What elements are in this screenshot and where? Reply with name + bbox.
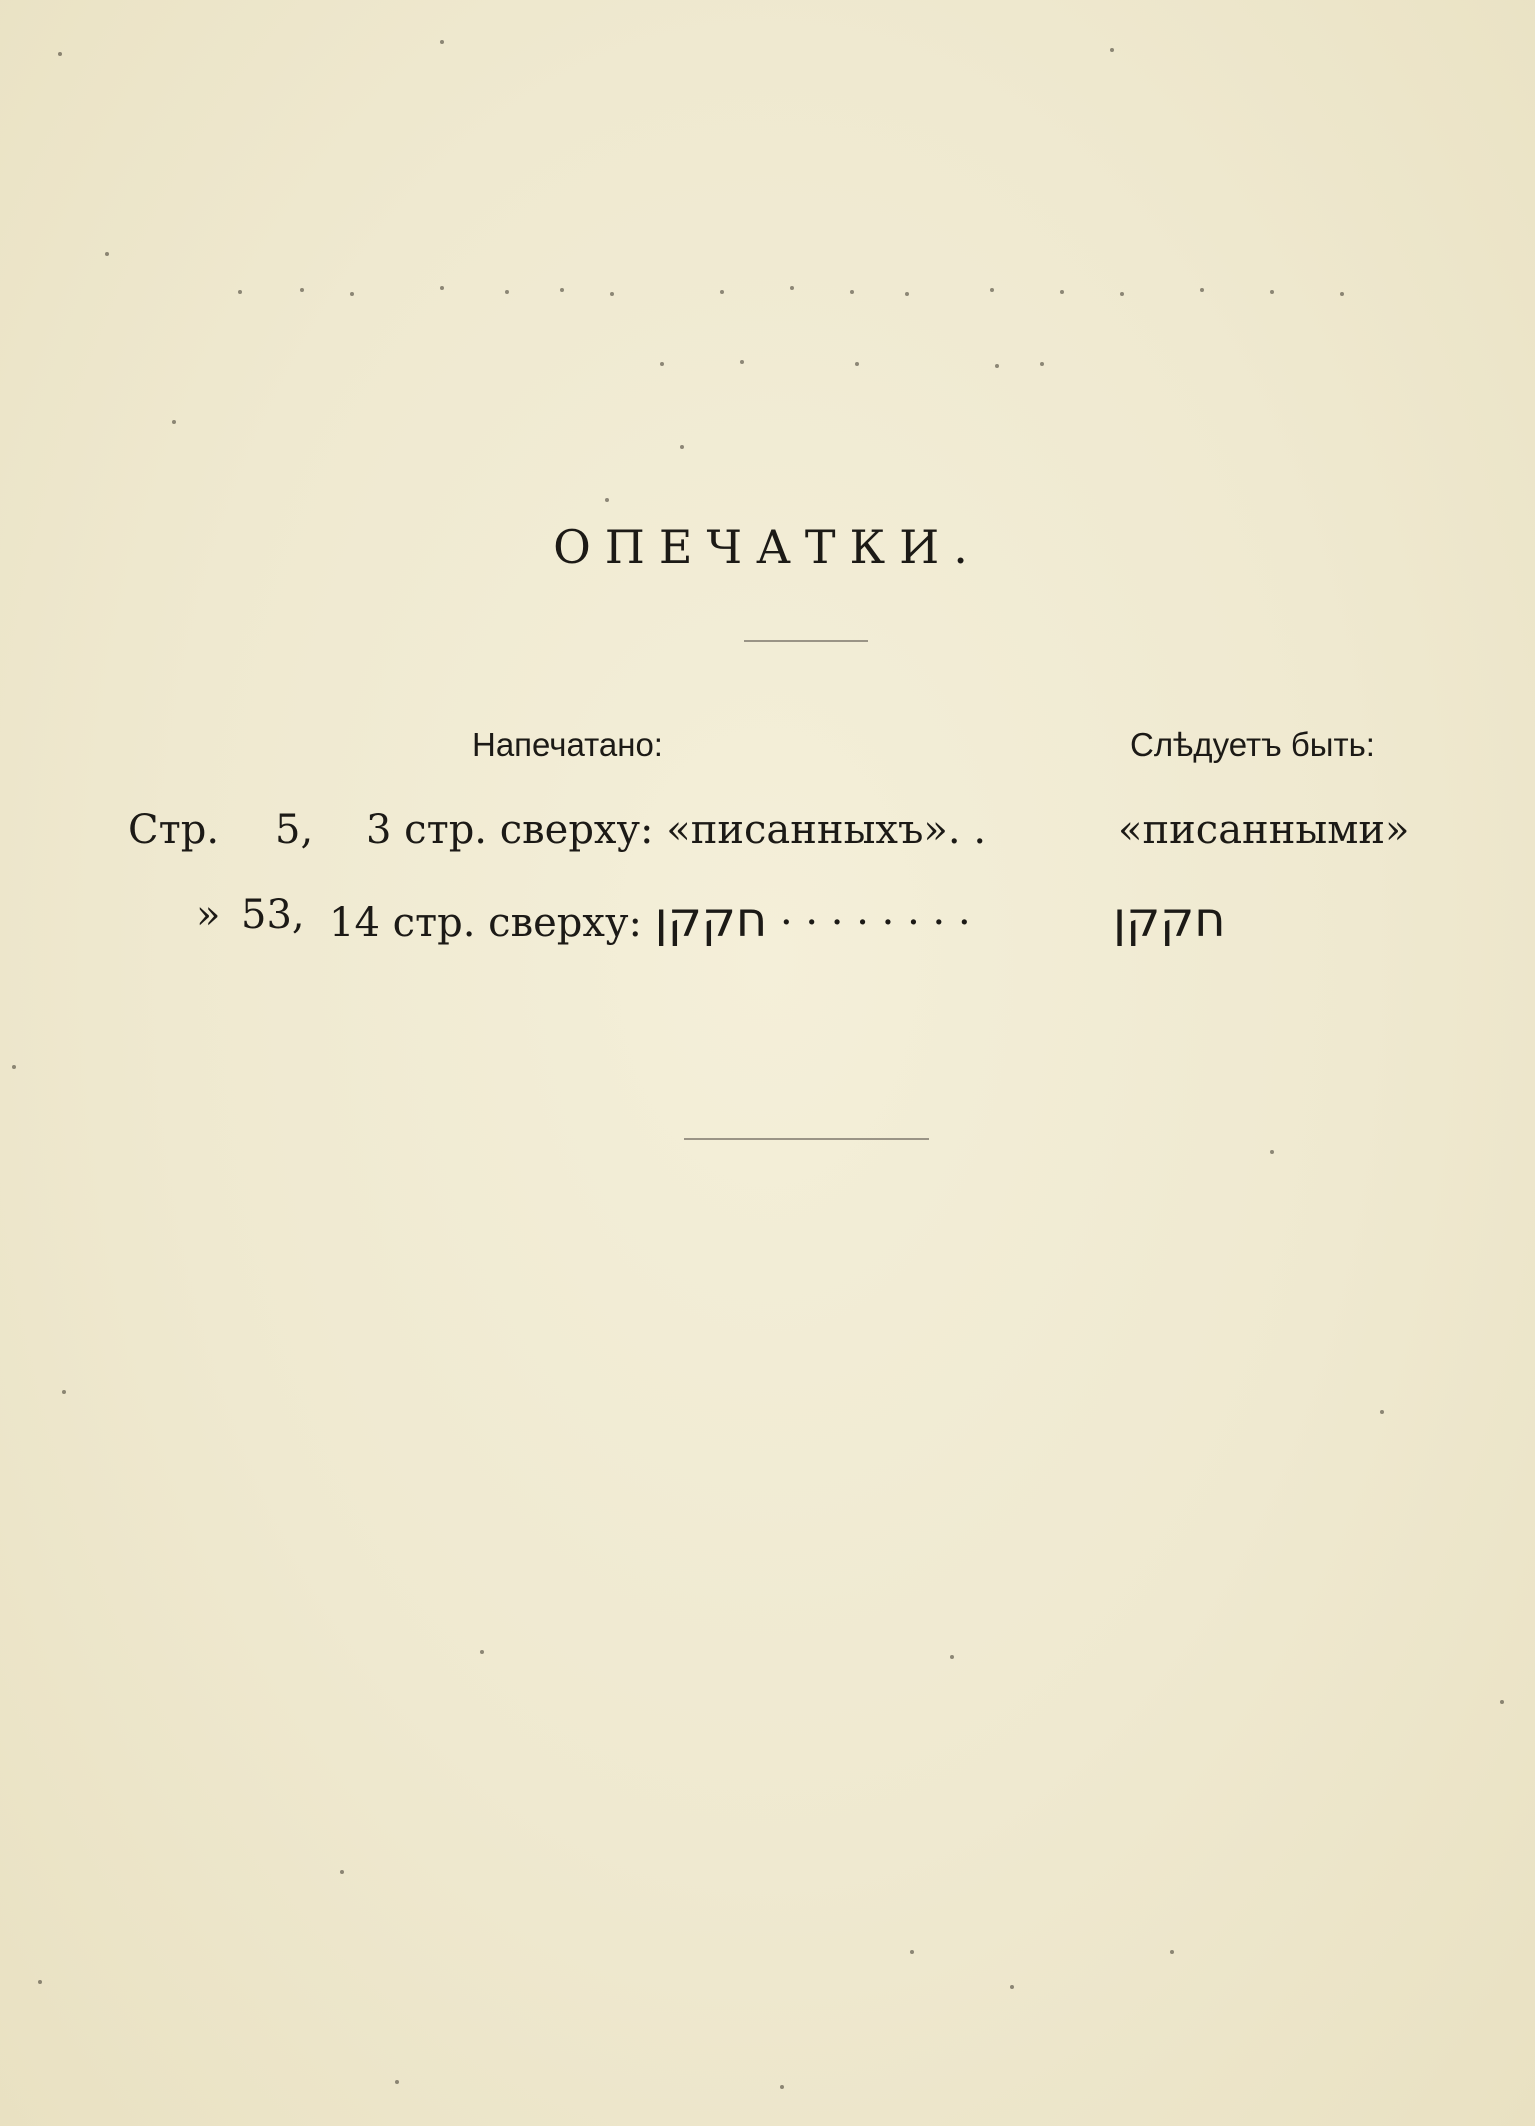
row-line-reference <box>329 892 971 948</box>
column-header-printed: Напечатано: <box>472 726 663 763</box>
row-line-text: 14 стр. сверху: <box>329 900 642 946</box>
bottom-divider <box>684 1138 929 1140</box>
row-correction-hebrew: חקקן <box>1113 892 1226 948</box>
row-line-text: 3 стр. сверху: <box>366 807 654 853</box>
row-printed-hebrew: חקקן <box>654 892 768 948</box>
row-prefix: » <box>196 892 221 938</box>
row-line-reference <box>366 807 986 853</box>
row-printed-text: «писанныхъ». . <box>666 807 987 853</box>
title-divider <box>744 640 868 642</box>
row-prefix: Стр. <box>128 807 220 853</box>
column-header-should-be: Слѣдуетъ быть: <box>1130 726 1375 763</box>
row-page-number: 5, <box>275 807 314 853</box>
row-page-number: 53, <box>241 892 305 938</box>
row-correction-text: «писанными» <box>1118 807 1410 853</box>
row-dot-leader: · · · · · · · · <box>779 900 971 946</box>
page-title: ОПЕЧАТКИ. <box>553 520 982 574</box>
